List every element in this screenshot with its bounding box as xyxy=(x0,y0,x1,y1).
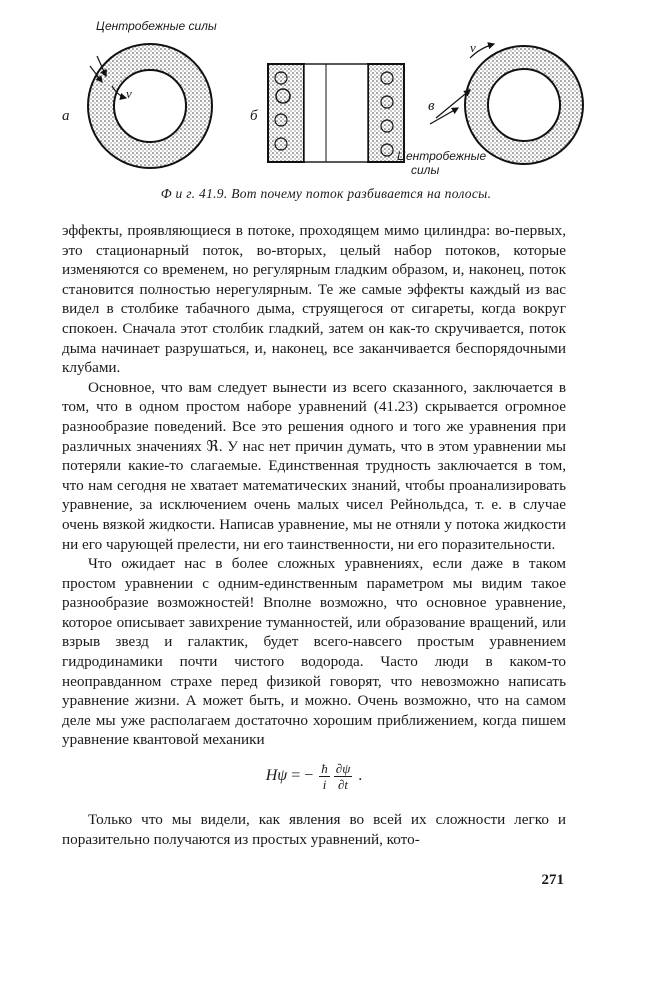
formula-fraction-hbar-i xyxy=(319,761,330,792)
figure-41-9 xyxy=(0,0,652,210)
formula-fraction-dpsi-dt xyxy=(334,761,353,792)
figure-caption: Ф и г. 41.9. Вот почему поток разбивается на полосы. xyxy=(160,186,492,201)
paragraph-4 xyxy=(62,810,566,849)
figure-label-a: а xyxy=(62,108,70,124)
paragraph-3 xyxy=(62,554,566,750)
formula-period: . xyxy=(358,767,363,785)
body-text xyxy=(62,221,566,849)
velocity-label-a: v xyxy=(126,86,132,101)
formula-frac2-den: ∂t xyxy=(337,776,349,792)
centrifugal-forces-label-top: Центробежные силы xyxy=(96,19,217,33)
formula-frac1-den: i xyxy=(322,776,327,792)
paragraph-2 xyxy=(62,378,566,554)
velocity-label-v: v xyxy=(470,40,476,55)
centrifugal-forces-label-bottom-1: Центробежные xyxy=(397,149,487,163)
formula-frac1-num: ħ xyxy=(321,760,328,776)
ring-v xyxy=(430,44,583,164)
schrodinger-equation xyxy=(62,752,566,800)
page-number: 271 xyxy=(541,872,564,888)
paragraph-1: эффекты, проявляющиеся в потоке, проходящем мимо цилиндра: во-первых, это стационарный поток, во-вторых, целый набор потоков, которые изменяются со временем, но регулярным гладким образом, и, наконец, поток становится полностью нерегулярным. Те же самые эффекты каждый из вас видел в столбике табачного дыма, струящегося от сигареты, когда вокруг спокоен. Сначала этот столбик гладкий, затем он как-то скручивается, поток дыма начинает разрушаться, и, наконец, все заканчивается беспорядочными клубами. xyxy=(62,222,566,377)
centrifugal-forces-label-bottom-2: силы xyxy=(411,163,440,177)
cylinder-b xyxy=(268,64,404,162)
paragraph-4-text: Только что мы видели, как явления во всей их сложности легко и поразительно получаются из простых уравнений, кото- xyxy=(62,811,566,848)
paragraph-3-text: Что ожидает нас в более сложных уравнениях, если даже в таком простом уравнении с одним-единственным параметром мы видим такое разнообразие возможностей! Вполне возможно, что основное уравнение, которое описывает завихрение туманностей, или образование вращений, или взрыв звезд и галактик, будет всего-навсего простым уравнением гидродинамики почти чистого водорода. Часто люди в каком-то неоправданном страхе перед физикой говорят, что невозможно написать уравнение жизни. А может быть, и можно. Очень возможно, что на самом деле мы уже располагаем достаточно хорошим приближением, когда пишем уравнение квантовой механики xyxy=(62,555,566,749)
figure-label-v: в xyxy=(428,98,435,114)
formula-lhs: Hψ xyxy=(265,767,288,785)
formula-equals: = − xyxy=(291,767,314,785)
formula-frac2-num: ∂ψ xyxy=(335,760,351,776)
figure-label-b: б xyxy=(250,108,258,124)
ring-a xyxy=(88,44,212,168)
paragraph-2-text: Основное, что вам следует вынести из всего сказанного, заключается в том, что в одном простом наборе уравнений (41.23) скрывается огромное разнообразие поведений. Все это решения одного и того же уравнения при различных значениях ℜ. У нас нет причин думать, что в этом уравнении мы потеряли какие-то слагаемые. Единственная трудность заключается в том, что нам сегодня не хватает математических знаний, чтобы проанализировать уравнение, за исключением очень малых чисел Рейнольдса, т. е. в случае очень вязкой жидкости. Написав уравнение, мы не отняли у потока жидкости ни его чарующей прелести, ни его таинственности, ни его поразительности. xyxy=(62,378,566,553)
